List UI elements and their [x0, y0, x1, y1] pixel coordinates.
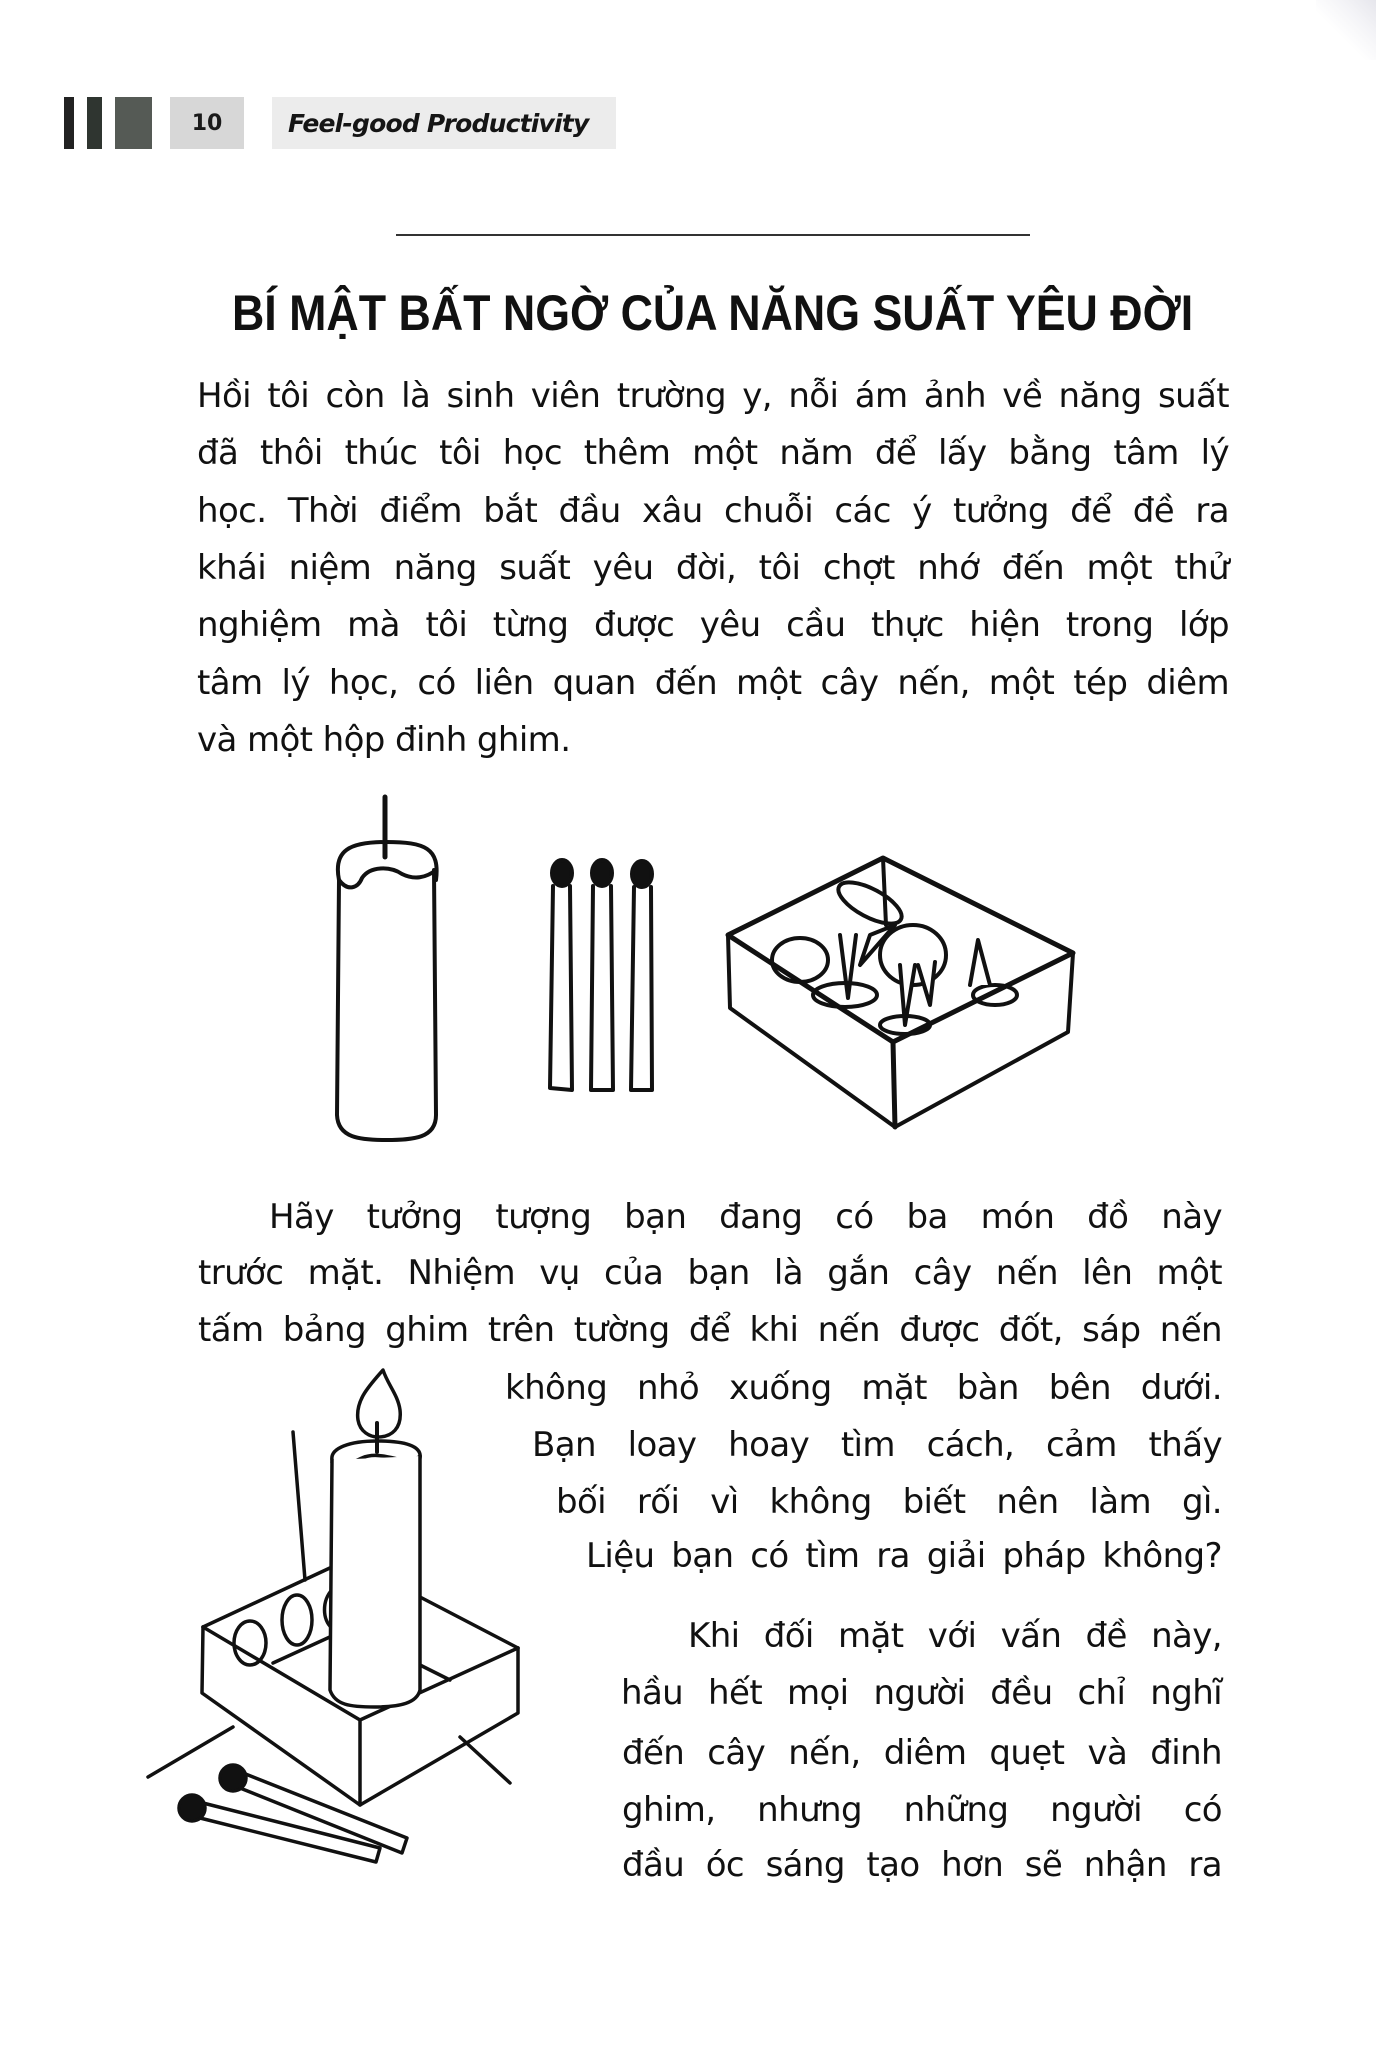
text-line: ghim, nhưng những người có [622, 1790, 1222, 1830]
text-line: đầu óc sáng tạo hơn sẽ nhận ra [622, 1845, 1222, 1885]
page-number: 10 [191, 110, 223, 136]
text-line: và một hộp đinh ghim. [197, 720, 571, 760]
matches-icon [179, 1765, 407, 1862]
book-title: Feel-good Productivity [288, 108, 589, 138]
text-line: hầu hết mọi người đều chỉ nghĩ [621, 1673, 1222, 1713]
text-line: bối rối vì không biết nên làm gì. [556, 1482, 1222, 1522]
text-line: Bạn loay hoay tìm cách, cảm thấy [532, 1425, 1222, 1465]
text-line: học. Thời điểm bắt đầu xâu chuỗi các ý tưởng để đề ra [197, 491, 1229, 531]
text-line: Hãy tưởng tượng bạn đang có ba món đồ này [269, 1197, 1222, 1237]
text-line: khái niệm năng suất yêu đời, tôi chợt nhớ đến một thử [197, 548, 1229, 588]
text-line: Hồi tôi còn là sinh viên trường y, nỗi ám ảnh về năng suất [197, 376, 1229, 416]
text-line: trước mặt. Nhiệm vụ của bạn là gắn cây nến lên một [198, 1253, 1222, 1293]
text-line: không nhỏ xuống mặt bàn bên dưới. [505, 1368, 1222, 1408]
text-line: nghiệm mà tôi từng được yêu cầu thực hiện trong lớp [197, 605, 1229, 645]
text-line: đến cây nến, diêm quẹt và đinh [622, 1733, 1222, 1773]
text-line: đã thôi thúc tôi học thêm một năm để lấy bằng tâm lý [197, 433, 1229, 473]
text-line: Liệu bạn có tìm ra giải pháp không? [586, 1536, 1222, 1576]
text-line: tấm bảng ghim trên tường để khi nến được đốt, sáp nến [198, 1310, 1222, 1350]
text-line: tâm lý học, có liên quan đến một cây nến, một tép diêm [197, 663, 1229, 703]
lit-candle-icon [330, 1370, 420, 1707]
section-heading: BÍ MẬT BẤT NGỜ CỦA NĂNG SUẤT YÊU ĐỜI [232, 285, 1194, 341]
text-line: Khi đối mặt với vấn đề này, [688, 1616, 1222, 1656]
